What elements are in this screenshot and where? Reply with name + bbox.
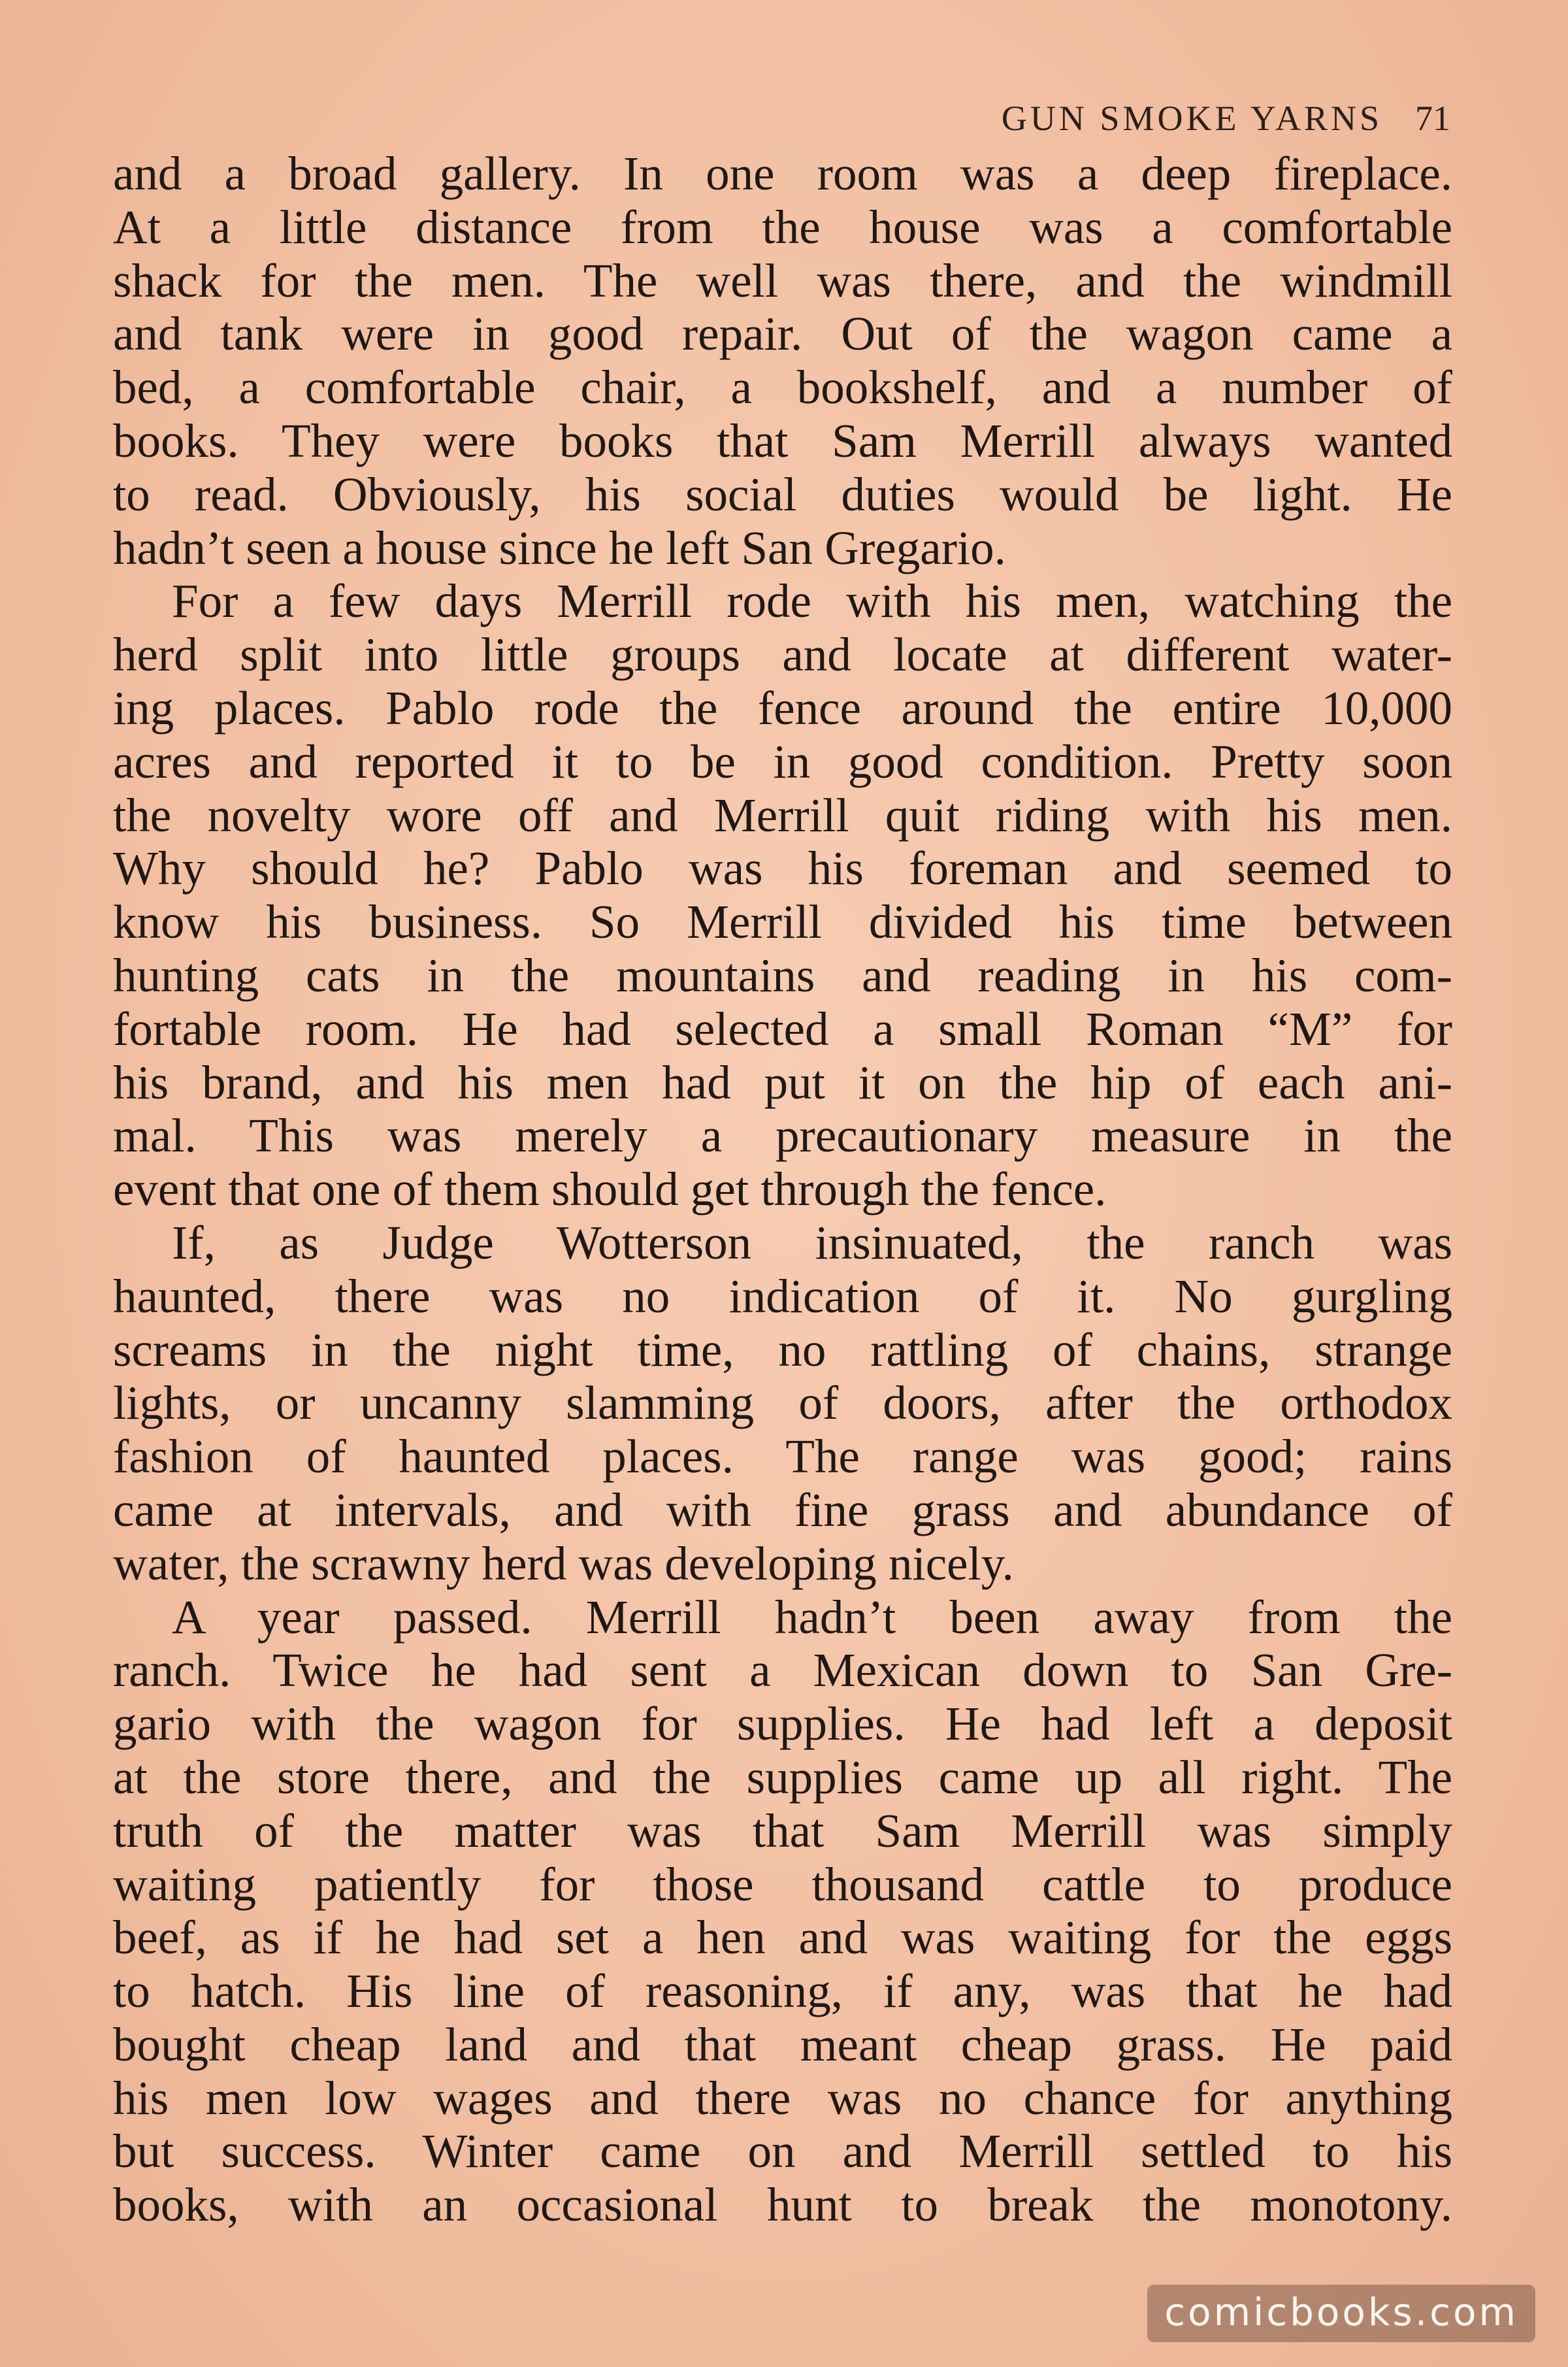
text-line: mal. This was merely a precautionary measure in the [113,1109,1452,1163]
text-line: haunted, there was no indication of it. No gurgling [113,1269,1452,1323]
body-text [113,147,1452,2232]
text-line: to read. Obviously, his social duties would be light. He [113,467,1452,521]
text-line: his brand, and his men had put it on the hip of each ani- [113,1055,1452,1109]
text-line: herd split into little groups and locate at different water- [113,628,1452,682]
text-line: A year passed. Merrill hadn’t been away from the [172,1590,1452,1644]
text-line: screams in the night time, no rattling of chains, strange [113,1323,1452,1376]
page-number: 71 [1415,99,1450,138]
text-line: know his business. So Merrill divided his time between [113,895,1452,949]
text-line: acres and reported it to be in good condition. Pretty soon [113,735,1452,788]
text-line: his men low wages and there was no chance for anything [113,2071,1452,2125]
text-line: For a few days Merrill rode with his men, watching the [172,574,1452,628]
text-line: ranch. Twice he had sent a Mexican down to San Gre- [113,1644,1452,1697]
running-title: GUN SMOKE YARNS [1001,99,1382,138]
text-line: water, the scrawny herd was developing nicely. [113,1536,1014,1590]
text-line: beef, as if he had set a hen and was waiting for the eggs [113,1911,1452,1964]
text-line: waiting patiently for those thousand cattle to produce [113,1857,1452,1911]
text-line: fortable room. He had selected a small Roman “M” for [113,1002,1452,1055]
text-line: If, as Judge Wotterson insinuated, the ranch was [172,1216,1452,1269]
text-line: bed, a comfortable chair, a bookshelf, and a number of [113,361,1452,414]
text-line: lights, or uncanny slamming of doors, after the orthodox [113,1376,1452,1430]
text-line: the novelty wore off and Merrill quit riding with his men. [113,788,1452,842]
text-line: fashion of haunted places. The range was good; rains [113,1430,1452,1483]
text-line: hunting cats in the mountains and reading in his com- [113,948,1452,1002]
text-line: to hatch. His line of reasoning, if any, was that he had [113,1964,1452,2018]
watermark: comicbooks.com [1147,2285,1535,2342]
text-line: and tank were in good repair. Out of the wagon came a [113,307,1452,361]
text-line: event that one of them should get through the fence. [113,1163,1107,1216]
text-line: gario with the wagon for supplies. He had left a deposit [113,1697,1452,1751]
text-line: shack for the men. The well was there, and the windmill [113,254,1452,307]
text-line: but success. Winter came on and Merrill settled to his [113,2125,1452,2178]
text-line: at the store there, and the supplies came up all right. The [113,1750,1452,1804]
text-line: books. They were books that Sam Merrill always wanted [113,414,1452,467]
text-line: ing places. Pablo rode the fence around the entire 10,000 [113,681,1452,735]
text-line: came at intervals, and with fine grass and abundance of [113,1483,1452,1536]
text-line: bought cheap land and that meant cheap grass. He paid [113,2017,1452,2071]
text-line: At a little distance from the house was a comfortable [113,200,1452,254]
running-header [1002,98,1450,139]
text-line: books, with an occasional hunt to break the monotony. [113,2178,1452,2232]
text-line: truth of the matter was that Sam Merrill was simply [113,1804,1452,1857]
text-line: and a broad gallery. In one room was a deep fireplace. [113,147,1452,200]
text-line: Why should he? Pablo was his foreman and seemed to [113,842,1452,895]
text-line: hadn’t seen a house since he left San Gregario. [113,521,1006,574]
